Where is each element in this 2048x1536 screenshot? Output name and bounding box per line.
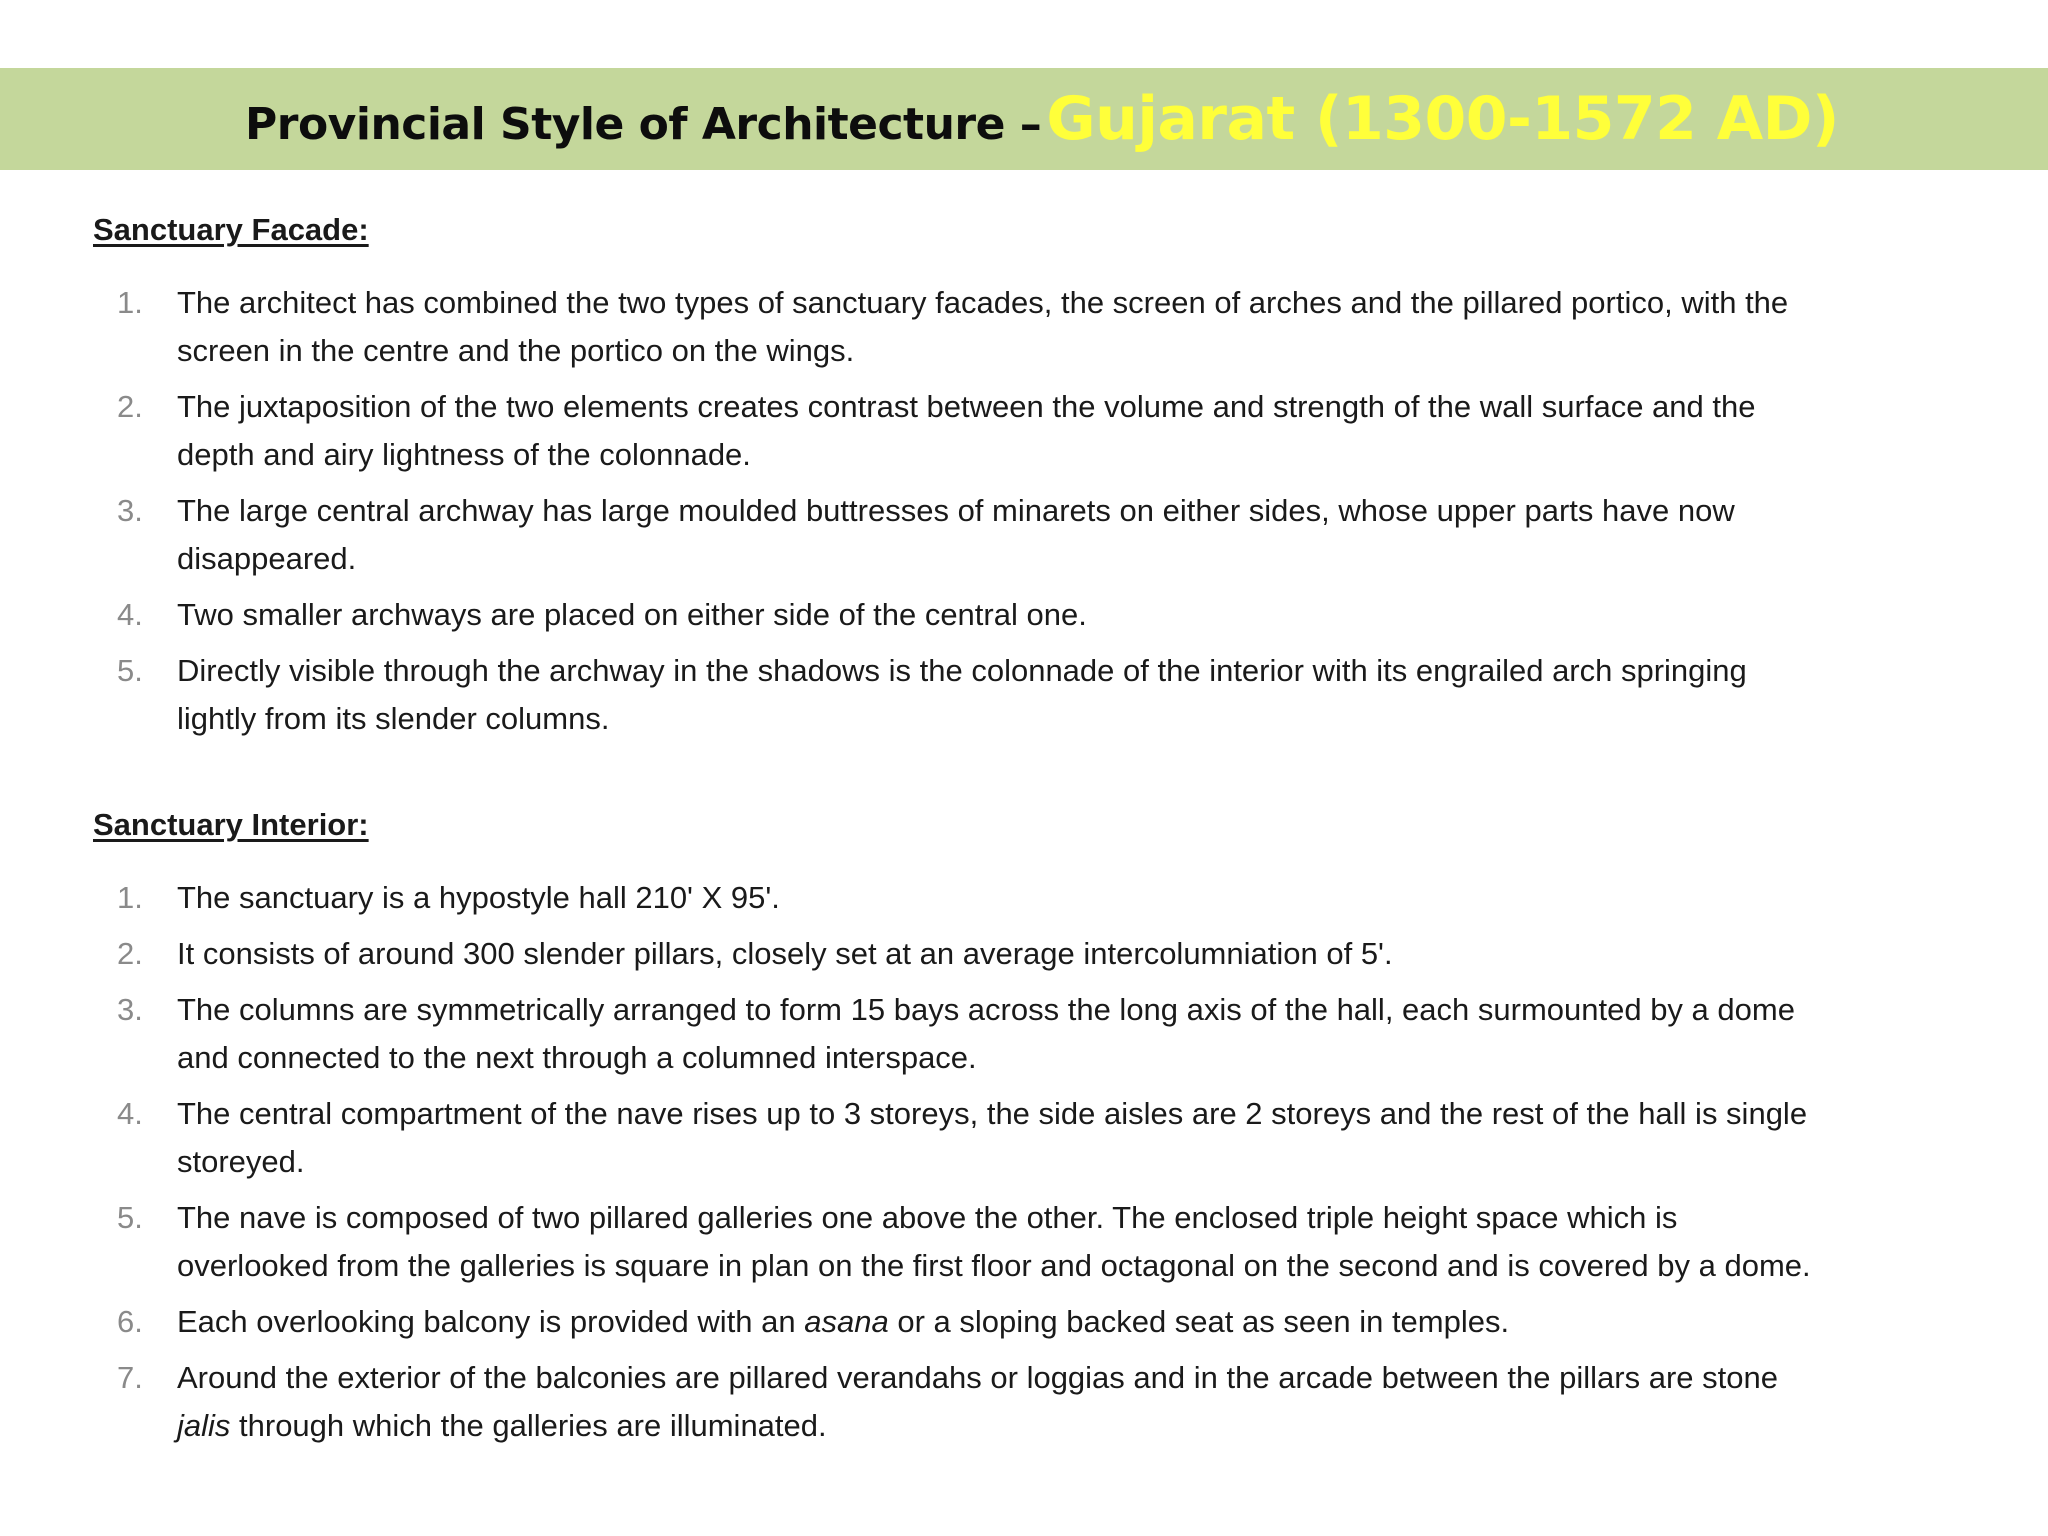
list-number: 5.	[117, 653, 143, 688]
list-number: 7.	[117, 1360, 143, 1395]
list-number: 2.	[117, 936, 143, 971]
list-text-pre: Each overlooking balcony is provided with an	[177, 1304, 805, 1339]
list-text: Directly visible through the archway in the shadows is the colonnade of the interior with its engrailed arch springing lightly from its slender columns.	[177, 653, 1747, 736]
list-text: Two smaller archways are placed on either side of the central one.	[177, 597, 1087, 632]
list-number: 1.	[117, 880, 143, 915]
slide-title-highlight: Gujarat (1300-1572 AD)	[1046, 84, 1839, 154]
list-item	[93, 1194, 1813, 1290]
list-item	[93, 986, 1813, 1082]
section-heading: Sanctuary Interior:	[93, 807, 369, 842]
interior-point-list	[93, 874, 1813, 1450]
list-text: The sanctuary is a hypostyle hall 210' X 95'.	[177, 880, 780, 915]
list-text: The nave is composed of two pillared galleries one above the other. The enclosed triple height space which is overlooked from the galleries is square in plan on the first floor and octagonal on the second and is covered by a dome.	[177, 1200, 1811, 1283]
list-number: 4.	[117, 1096, 143, 1131]
list-item	[93, 487, 1813, 583]
list-item	[93, 1354, 1813, 1450]
list-text-emphasis: jalis	[177, 1408, 231, 1443]
list-item	[93, 647, 1813, 743]
list-item	[93, 874, 1813, 922]
list-number: 6.	[117, 1304, 143, 1339]
list-text-emphasis: asana	[804, 1304, 889, 1339]
list-text-post: through which the galleries are illuminated.	[230, 1408, 827, 1443]
list-item	[93, 1298, 1813, 1346]
list-text-post: or a sloping backed seat as seen in temples.	[888, 1304, 1510, 1339]
list-text: The columns are symmetrically arranged to form 15 bays across the long axis of the hall, each surmounted by a dome and connected to the next through a columned interspace.	[177, 992, 1795, 1075]
list-text: It consists of around 300 slender pillars, closely set at an average intercolumniation of 5'.	[177, 936, 1393, 971]
sanctuary-interior-section	[93, 802, 1813, 1458]
section-heading: Sanctuary Facade:	[93, 212, 369, 247]
list-number: 3.	[117, 493, 143, 528]
list-item	[93, 930, 1813, 978]
list-number: 1.	[117, 285, 143, 320]
list-text: The large central archway has large moulded buttresses of minarets on either sides, whose upper parts have now disappeared.	[177, 493, 1735, 576]
list-item	[93, 1090, 1813, 1186]
list-item	[93, 383, 1813, 479]
list-text: The architect has combined the two types of sanctuary facades, the screen of arches and the pillared portico, with the screen in the centre and the portico on the wings.	[177, 285, 1789, 368]
list-number: 2.	[117, 389, 143, 424]
facade-point-list	[93, 279, 1813, 743]
list-number: 5.	[117, 1200, 143, 1235]
list-text: The juxtaposition of the two elements creates contrast between the volume and strength of the wall surface and the depth and airy lightness of the colonnade.	[177, 389, 1756, 472]
sanctuary-facade-section	[93, 207, 1813, 751]
slide-title	[245, 68, 1839, 170]
list-text: The central compartment of the nave rises up to 3 storeys, the side aisles are 2 storeys and the rest of the hall is single storeyed.	[177, 1096, 1808, 1179]
list-text-pre: Around the exterior of the balconies are pillared verandahs or loggias and in the arcade between the pillars are stone	[177, 1360, 1778, 1395]
list-item	[93, 591, 1813, 639]
list-item	[93, 279, 1813, 375]
list-number: 4.	[117, 597, 143, 632]
list-number: 3.	[117, 992, 143, 1027]
slide-title-main: Provincial Style of Architecture –	[245, 99, 1042, 150]
